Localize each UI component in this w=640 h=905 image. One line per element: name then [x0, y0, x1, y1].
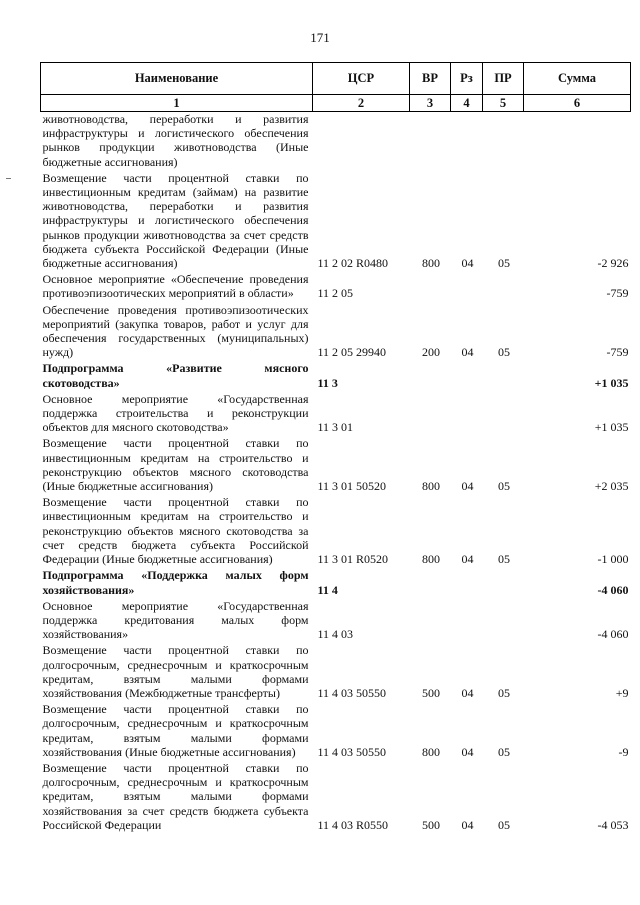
row-pr	[483, 112, 524, 171]
row-vr: 200	[422, 345, 440, 360]
row-vr: 500	[422, 817, 440, 832]
row-rz: 04	[461, 744, 474, 759]
column-number: 5	[483, 95, 524, 112]
row-vr	[410, 568, 451, 598]
row-sum: -9	[618, 744, 629, 759]
row-name: Основное мероприятие «Государственная поддержка строительства и реконструкции объектов для мясного скотоводства»	[42, 391, 309, 435]
row-pr	[483, 599, 524, 644]
table-row	[41, 495, 631, 568]
table-row	[41, 112, 631, 171]
row-rz: 04	[461, 685, 474, 700]
header-csr: ЦСР	[313, 63, 410, 95]
table-row	[41, 272, 631, 302]
header-name: Наименование	[41, 63, 313, 95]
row-csr: 11 2 05	[317, 286, 354, 301]
row-vr	[410, 272, 451, 302]
row-sum	[524, 112, 631, 171]
row-rz	[451, 361, 483, 391]
row-name: животноводства, переработки и развития инфраструктуры и логистического обеспечения рынков продукции животноводства (Иные бюджетные ассигнования)	[42, 112, 309, 169]
budget-table	[40, 62, 631, 834]
row-vr: 800	[422, 744, 440, 759]
row-pr: 05	[498, 685, 510, 700]
row-pr: 05	[498, 817, 510, 832]
row-pr	[483, 568, 524, 598]
row-csr: 11 3 01 50520	[317, 479, 387, 494]
row-pr: 05	[498, 256, 510, 271]
row-rz: 04	[461, 479, 474, 494]
row-csr: 11 3 01 R0520	[317, 552, 389, 567]
column-number: 6	[524, 95, 631, 112]
row-name: Возмещение части процентной ставки по инвестиционным кредитам (займам) на развитие животноводства, переработки и развития инфраструктуры и логистического обеспечения рынков продукции животноводства за счет средств бюджета субъекта Российской Федерации (Иные бюджетные ассигнования)	[42, 170, 309, 271]
row-sum: +9	[615, 685, 629, 700]
row-rz	[451, 392, 483, 437]
row-sum: -2 926	[597, 256, 629, 271]
row-name: Подпрограмма «Поддержка малых форм хозяйствования»	[42, 568, 309, 597]
page-number: 171	[310, 30, 330, 45]
table-row	[41, 702, 631, 761]
row-name: Возмещение части процентной ставки по долгосрочным, среднесрочным и краткосрочным кредитам, взятым малыми формами хозяйствования за счет средств бюджета субъекта Российской Федерации	[42, 760, 309, 832]
table-row	[41, 568, 631, 598]
row-pr: 05	[498, 345, 510, 360]
row-vr: 800	[422, 479, 440, 494]
table-row	[41, 361, 631, 391]
row-pr	[483, 392, 524, 437]
row-vr	[410, 392, 451, 437]
row-csr: 11 4 03	[317, 627, 354, 642]
row-sum: +1 035	[594, 375, 629, 390]
row-name: Возмещение части процентной ставки по инвестиционным кредитам на строительство и реконструкцию объектов мясного скотоводства за счет средств бюджета субъекта Российской Федерации (Иные бюджетные ассигнования)	[42, 495, 309, 567]
header-row	[41, 63, 631, 95]
row-sum: -4 060	[597, 582, 629, 597]
table-row	[41, 392, 631, 437]
row-vr: 800	[422, 552, 440, 567]
row-name: Возмещение части процентной ставки по долгосрочным, среднесрочным и краткосрочным кредитам, взятым малыми формами хозяйствования (Межбюджетные трансферты)	[42, 643, 309, 700]
row-name: Подпрограмма «Развитие мясного скотоводства»	[42, 361, 309, 390]
row-csr: 11 4	[317, 582, 338, 597]
row-csr	[313, 112, 410, 171]
column-number-row	[41, 95, 631, 112]
row-name: Возмещение части процентной ставки по долгосрочным, среднесрочным и краткосрочным кредитам, взятым малыми формами хозяйствования (Иные бюджетные ассигнования)	[42, 702, 309, 759]
column-number: 1	[41, 95, 313, 112]
row-csr: 11 2 05 29940	[317, 345, 387, 360]
row-rz	[451, 112, 483, 171]
row-rz	[451, 599, 483, 644]
budget-table-container	[40, 62, 630, 834]
table-body	[41, 112, 631, 834]
table-row	[41, 643, 631, 702]
row-name: Обеспечение проведения противоэпизоотических мероприятий (закупка товаров, работ и услуг для обеспечения государственных (муниципальных) нужд)	[42, 302, 309, 360]
row-sum: -759	[606, 345, 629, 360]
row-rz: 04	[461, 345, 474, 360]
row-pr: 05	[498, 552, 510, 567]
table-row	[41, 171, 631, 272]
row-sum: -4 053	[597, 817, 629, 832]
header-rz: Рз	[451, 63, 483, 95]
row-vr: 500	[422, 685, 440, 700]
row-pr: 05	[498, 479, 510, 494]
row-rz	[451, 272, 483, 302]
header-vr: ВР	[410, 63, 451, 95]
row-csr: 11 3 01	[317, 420, 354, 435]
row-sum: +2 035	[594, 479, 629, 494]
row-sum: -4 060	[597, 627, 629, 642]
header-pr: ПР	[483, 63, 524, 95]
row-rz: 04	[461, 817, 474, 832]
table-row	[41, 303, 631, 362]
row-rz	[451, 568, 483, 598]
row-vr: 800	[422, 256, 440, 271]
row-name: Возмещение части процентной ставки по инвестиционным кредитам на строительство и реконструкцию объектов мясного скотоводства (Иные бюджетные ассигнования)	[42, 436, 309, 494]
row-rz: 04	[461, 552, 474, 567]
row-pr	[483, 272, 524, 302]
row-pr	[483, 361, 524, 391]
table-header	[41, 63, 631, 112]
column-number: 4	[451, 95, 483, 112]
row-csr: 11 4 03 R0550	[317, 817, 389, 832]
row-vr	[410, 112, 451, 171]
row-sum: +1 035	[594, 420, 629, 435]
margin-mark	[6, 178, 11, 179]
row-sum: -759	[606, 286, 629, 301]
row-csr: 11 4 03 50550	[317, 685, 387, 700]
table-row	[41, 436, 631, 495]
row-name: Основное мероприятие «Государственная поддержка кредитования малых форм хозяйствования»	[42, 598, 309, 642]
header-sum: Сумма	[524, 63, 631, 95]
column-number: 2	[313, 95, 410, 112]
table-row	[41, 761, 631, 834]
table-row	[41, 599, 631, 644]
row-vr	[410, 361, 451, 391]
row-rz: 04	[461, 256, 474, 271]
column-number: 3	[410, 95, 451, 112]
row-csr: 11 4 03 50550	[317, 744, 387, 759]
row-pr: 05	[498, 744, 510, 759]
row-vr	[410, 599, 451, 644]
row-csr: 11 3	[317, 375, 338, 390]
row-name: Основное мероприятие «Обеспечение проведения противоэпизоотических мероприятий в области»	[42, 272, 309, 301]
row-sum: -1 000	[597, 552, 629, 567]
row-csr: 11 2 02 R0480	[317, 256, 389, 271]
